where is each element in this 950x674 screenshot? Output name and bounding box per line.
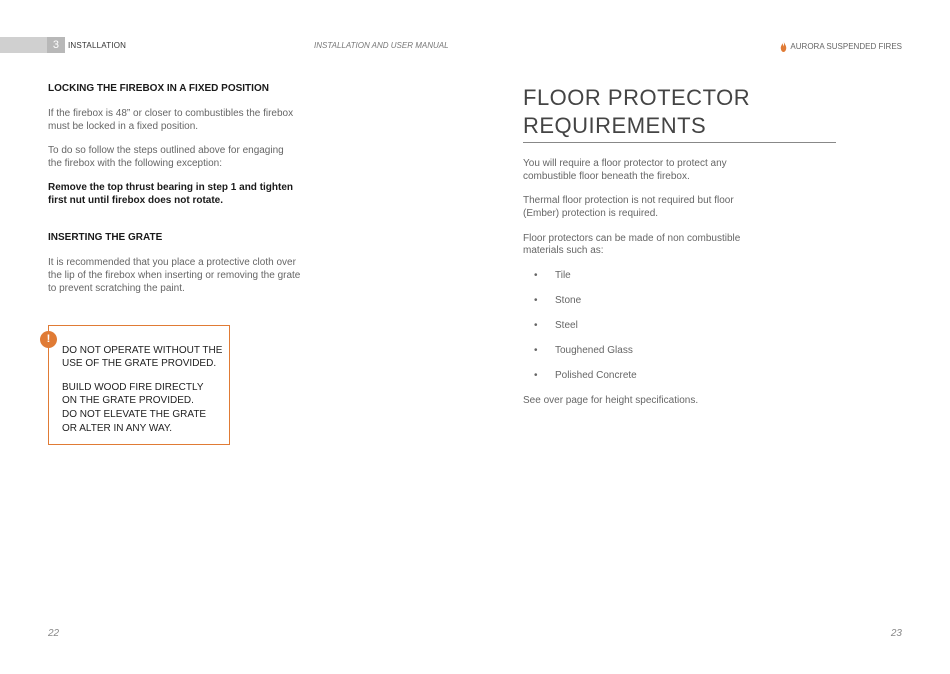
- header-manual-title: INSTALLATION AND USER MANUAL: [314, 41, 449, 50]
- footer-note: See over page for height specifications.: [523, 395, 699, 406]
- paragraph-line: must be locked in a fixed position.: [48, 121, 199, 132]
- warning-icon: !: [40, 331, 57, 348]
- paragraph-line: materials such as:: [523, 245, 604, 256]
- page-number-left: 22: [48, 628, 60, 639]
- bullet-icon: •: [534, 370, 538, 381]
- paragraph-line: to prevent scratching the paint.: [48, 283, 185, 294]
- warning-text-line: BUILD WOOD FIRE DIRECTLY: [62, 382, 204, 393]
- page-title: [523, 84, 750, 140]
- bullet-icon: •: [534, 320, 538, 331]
- title-divider: [523, 142, 836, 143]
- warning-text-line: DO NOT OPERATE WITHOUT THE: [62, 345, 223, 356]
- bold-instruction-line: first nut until firebox does not rotate.: [48, 195, 223, 206]
- paragraph-line: You will require a floor protector to protect any: [523, 158, 727, 169]
- list-item: Steel: [555, 320, 578, 331]
- warning-text-line: USE OF THE GRATE PROVIDED.: [62, 358, 217, 369]
- warning-text-line: ON THE GRATE PROVIDED.: [62, 395, 194, 406]
- bold-instruction-line: Remove the top thrust bearing in step 1 and tighten: [48, 182, 294, 193]
- brand-name: AURORA SUSPENDED FIRES: [790, 42, 902, 51]
- paragraph-line: To do so follow the steps outlined above for engaging: [48, 145, 284, 156]
- page-title-line: FLOOR PROTECTOR: [523, 85, 751, 110]
- list-item: Tile: [555, 270, 571, 281]
- list-item: Stone: [555, 295, 582, 306]
- paragraph-line: the lip of the firebox when inserting or removing the grate: [48, 270, 301, 281]
- list-item: Toughened Glass: [555, 345, 633, 356]
- paragraph-line: (Ember) protection is required.: [523, 208, 659, 219]
- paragraph-line: It is recommended that you place a protective cloth over: [48, 257, 296, 268]
- bullet-icon: •: [534, 295, 538, 306]
- paragraph-line: If the firebox is 48” or closer to combustibles the firebox: [48, 108, 294, 119]
- warning-text-line: OR ALTER IN ANY WAY.: [62, 423, 173, 434]
- bullet-icon: •: [534, 270, 538, 281]
- paragraph-line: the firebox with the following exception:: [48, 158, 222, 169]
- header-section-title: INSTALLATION: [68, 41, 127, 50]
- heading-locking-firebox: LOCKING THE FIREBOX IN A FIXED POSITION: [48, 83, 269, 94]
- list-item: Polished Concrete: [555, 370, 637, 381]
- header-brand: [780, 41, 902, 52]
- flame-icon: [780, 41, 787, 52]
- bullet-icon: •: [534, 345, 538, 356]
- paragraph-line: Floor protectors can be made of non combustible: [523, 233, 741, 244]
- page-number-right: 23: [890, 628, 902, 639]
- page-title-line: REQUIREMENTS: [523, 113, 707, 138]
- section-tab-number: 3: [52, 39, 59, 51]
- warning-text-line: DO NOT ELEVATE THE GRATE: [62, 409, 207, 420]
- paragraph-line: Thermal floor protection is not required but floor: [523, 195, 734, 206]
- heading-inserting-grate: INSERTING THE GRATE: [48, 232, 163, 243]
- paragraph-line: combustible floor beneath the firebox.: [523, 171, 690, 182]
